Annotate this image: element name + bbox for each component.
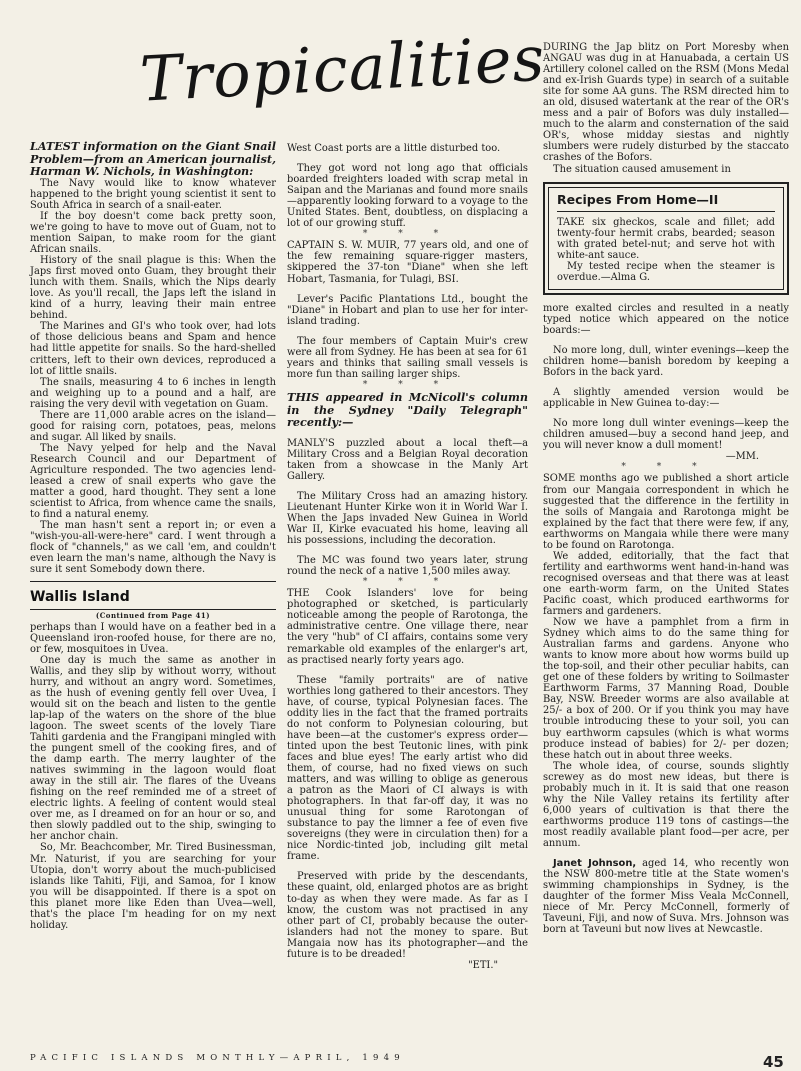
box-divider [557, 211, 775, 212]
article-paragraph: The MC was found two years later, strung round the neck of a native 1,500 miles away. [287, 555, 528, 578]
separator-stars: * * * [362, 379, 453, 390]
column-middle [287, 143, 528, 971]
mcnicoll-intro: THIS appeared in McNicoll's column in the Sydney "Daily Telegraph" recently:— [287, 389, 528, 430]
cook-paragraph: THE Cook Islanders' love for being photographed or sketched, is particularly noticeable among the people of Rarotonga, the administrative centre. One village there, near the very "hub" of CI affairs, contains some very remarkable old examples of the enlarger's art, as practised nearly forty years ago. [287, 588, 528, 666]
janet-johnson-name: Janet Johnson, [553, 858, 637, 870]
article-paragraph: perhaps than I would have on a feather bed in a Queensland iron-roofed house, for there are no, or few, mosquitoes in Uvea. [30, 621, 276, 655]
masthead-title: Tropicalities [138, 21, 547, 116]
article-paragraph: They got word not long ago that officials boarded freighters loaded with scrap metal in Saipan and the Marianas and found more snails—apparently looking forward to a voyage to the United States. Bent, doubtless, on displacing a lot of our growing stuff. [287, 163, 528, 230]
article-paragraph: No more long, dull, winter evenings—keep the children home—banish boredom by keeping a Bofors in the back yard. [543, 344, 789, 379]
masthead [138, 21, 547, 136]
muir-paragraph: CAPTAIN S. W. MUIR, 77 years old, and one of the few remaining square-rigger masters, skippered the 37-ton "Diane" when she left Hobart, Tasmania, for Tulagi, BSI. [287, 240, 528, 285]
recipes-box [543, 182, 789, 295]
article-paragraph: more exalted circles and resulted in a neatly typed notice which appeared on the notice boards:— [543, 302, 789, 336]
article-paragraph: No more long dull winter evenings—keep the children amused—buy a second hand jeep, and you will never know a dull moment! [543, 418, 789, 452]
article-paragraph: One day is much the same as another in Wallis, and they slip by without worry, without hurry, and without an angry word. Sometimes, as the hush of evening gently fell over Uvea, I would sit on the beach and listen to the gentle lap-lap of the waters on the shore of the blue lagoon. The sweet scents of the lovely Tiare Tahiti gardenia and the Frangipani mingled with the pungent smell of the cooking fires, and of the damp earth. The merry laughter of the natives swimming in the lagoon would float away in the still air. The flares of the Uveans fishing on the reef reminded me of a street of electric lights. A feeling of content would steal over me, as I dreamed on for an hour or so, and then slowly paddled out to the ship, swinging to her anchor chain. [30, 654, 276, 843]
article-paragraph: The Marines and GI's who took over, had lots of those delicious beans and Spam and hence had little appetite for snails. So the hard-shelled critters, left to their own devices, reproduced a lot of little snails. [30, 321, 276, 377]
article-paragraph: The whole idea, of course, sounds slightly screwey as do most new ideas, but there is probably much in it. It is said that one reason why the Nile Valley retains its fertility after 6,000 years of cultivation is that there the earthworms produce 119 tons of castings—the most readily available plant food—per acre, per annum. [543, 760, 789, 849]
article-paragraph: Now we have a pamphlet from a firm in Sydney which aims to do the same thing for Australian farms and gardens. Anyone who wants to know more about how worms build up the top-soil, and their other peculiar habits, can get one of these folders by writing to Soilmaster Earthworm Farms, 37 Manning Road, Double Bay, NSW. Breeder worms are also available at 25/- a box of 200. Or if you think you may have trouble introducing these to your soil, you can buy earthworm capsules (which is what worms produce instead of babies) for 2/- per dozen; these hatch out in about three weeks. [543, 617, 789, 761]
article-paragraph: The man hasn't sent a report in; or even a "wish-you-all-were-here" card. I went through a flock of "channels," as we call 'em, and couldn't even learn the man's name, although the Navy is sure it sent Somebody down there. [30, 520, 276, 576]
janet-johnson-paragraph [543, 858, 789, 935]
article-paragraph: A slightly amended version would be applicable in New Guinea to-day:— [543, 387, 789, 410]
article-paragraph: There are 11,000 arable acres on the island—good for raising corn, potatoes, peas, melons and sugar. All liked by snails. [30, 409, 276, 443]
article-paragraph: History of the snail plague is this: When the Japs first moved onto Guam, they brought their lunch with them. Snails, which the Nips dearly love. As you'll recall, the Japs left the island in kind of a hurry, leaving their main entree behind. [30, 255, 276, 322]
wallis-island-heading: Wallis Island [30, 581, 276, 605]
article-paragraph: The Military Cross had an amazing history. Lieutenant Hunter Kirke won it in World War I. When the Japs invaded New Guinea in World War II, Kirke evacuated his home, leaving all his possessions, including the decoration. [287, 490, 528, 547]
page-number: 45 [763, 1053, 784, 1071]
page-footer: PACIFIC ISLANDS MONTHLY—APRIL, 1949 [30, 1053, 405, 1063]
recipe-text: TAKE six gheckos, scale and fillet; add twenty-four hermit crabs, bearded; season with grated betel-nut; and serve hot with white-ant sauce. [557, 216, 775, 261]
article-paragraph: Preserved with pride by the descendants, these quaint, old, enlarged photos are as bright to-day as when they were made. As far as I know, the custom was not practised in any other part of CI, probably because the outer-islanders had not the money to spare. But Mangaia now has its photographer—and the future is to be dreaded! [287, 871, 528, 960]
separator-stars: * * * [621, 462, 711, 473]
article-paragraph: So, Mr. Beachcomber, Mr. Tired Businessman, Mr. Naturist, if you are searching for your Utopia, don't worry about the much-publicised islands like Tahiti, Fiji, and Samoa, for I know you will be disappointed. If there is a spot on this planet more like Eden than Uvea—well, that's the place I'm heading for on my next holiday. [30, 842, 276, 931]
article-paragraph: The snails, measuring 4 to 6 inches in length and weighing up to a pound and a half, are raising the very devil with vegetation on Guam. [30, 376, 276, 410]
article-paragraph: Lever's Pacific Plantations Ltd., bought the "Diane" in Hobart and plan to use her for inter-island trading. [287, 293, 528, 327]
snail-intro: LATEST information on the Giant Snail Problem—from an American journalist, Harman W. Nichols, in Washington: [30, 139, 276, 179]
article-paragraph: The situation caused amusement in [553, 163, 731, 175]
column-left [30, 140, 276, 931]
article-paragraph: These "family portraits" are of native worthies long gathered to their ancestors. They have, of course, typical Polynesian faces. The oddity lies in the fact that the framed portraits do not conform to Polynesian colouring, but have been—at the customer's express order—tinted upon the best Teutonic lines, with pink faces and blue eyes! The early artist who did them, of course, had no fixed views on such matters, and was willing to oblige as generous a patron as the Maori of CI always is with photographers. In that far-off day, it was no unusual thing for some Rarotongan of substance to pay the limner a fee of even five sovereigns (they were in circulation then) for a nice Nordic-tinted job, including gilt metal frame. [287, 674, 528, 863]
earthworm-paragraph: SOME months ago we published a short article from our Mangaia correspondent in which he suggested that the difference in the fertility in the soils of Mangaia and Rarotonga might be explained by the fact that there were few, if any, earthworms on Mangaia while there were many to be found on Rarotonga. [543, 473, 789, 551]
mm-signature: —MM. [725, 451, 759, 463]
janet-johnson-text: aged 14, who recently won the NSW 800-metre title at the State women's swimming championships in Sydney, is the daughter of the former Miss Veala McConnell, niece of Mr. Percy McConnell, formerly of Taveuni, Fiji, and now of Suva. Mrs. Johnson was born at Taveuni but now lives at Newcastle. [543, 858, 789, 936]
manly-paragraph: MANLY'S puzzled about a local theft—a Military Cross and a Belgian Royal decoration taken from a showcase in the Manly Art Gallery. [287, 437, 528, 482]
bofors-paragraph: DURING the Jap blitz on Port Moresby when ANGAU was dug in at Hanuabada, a certain US Artillery colonel called on the RSM (Mons Medal and ex-Irish Guards type) in search of a suitable site for some AA guns. The RSM directed him to an old, disused watertank at the rear of the OR's mess and a pair of Bofors was duly installed—much to the alarm and consternation of the said OR's, whose midday siestas and nightly slumbers were rudely disturbed by the staccato crashes of the Bofors. [543, 42, 789, 164]
recipe-signoff: My tested recipe when the steamer is overdue.—Alma G. [557, 260, 775, 283]
recipes-title: Recipes From Home—II [557, 191, 719, 207]
article-paragraph: The four members of Captain Muir's crew were all from Sydney. He has been at sea for 61 years and thinks that sailing small vessels is more fun than sailing larger ships. [287, 335, 528, 380]
article-paragraph: The Navy yelped for help and the Naval Research Council and our Department of Agriculture responded. The two agencies lend-leased a crew of snail experts who gave the matter a good, hard thought. They sent a lone scientist to Africa, from whence came the snails, to find a natural enemy. [30, 442, 276, 521]
separator-stars: * * * [362, 577, 453, 588]
separator-stars: * * * [362, 229, 453, 240]
continued-note: (Continued from Page 41) [95, 611, 211, 621]
article-paragraph: West Coast ports are a little disturbed too. [287, 143, 501, 154]
column-right [543, 42, 789, 935]
article-paragraph: If the boy doesn't come back pretty soon, we're going to have to move out of Guam, not to mention Saipan, to make room for the giant African snails. [30, 210, 276, 256]
eti-signature: "ETI." [468, 959, 498, 971]
article-paragraph: We added, editorially, that the fact that fertility and earthworms went hand-in-hand was recognised overseas and that there was at least one earth-worm farm, on the United States Pacific coast, which produced earthworms for farmers and gardeners. [543, 550, 789, 618]
article-paragraph: The Navy would like to know whatever happened to the bright young scientist it sent to South Africa in search of a snail-eater. [30, 177, 276, 211]
